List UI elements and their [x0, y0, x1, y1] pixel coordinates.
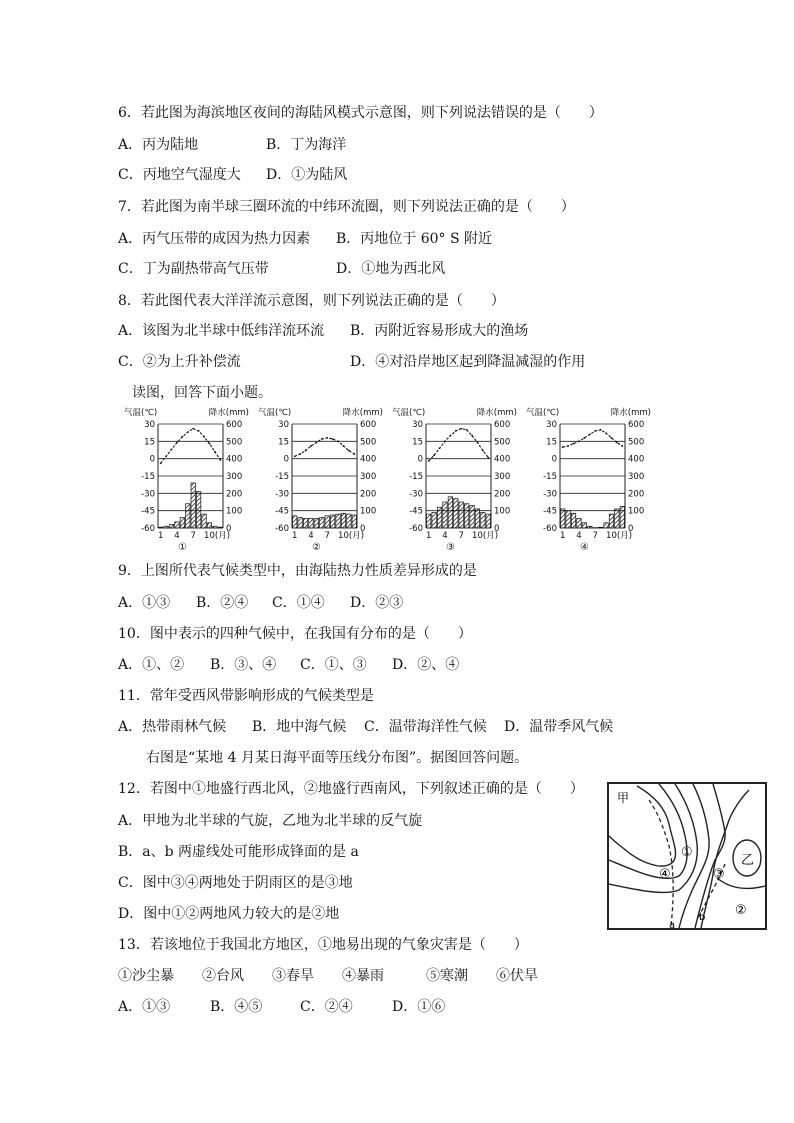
temperature-point — [594, 430, 596, 432]
precip-tick-label: 400 — [628, 454, 645, 465]
temp-tick-label: -60 — [275, 524, 289, 534]
precip-tick-label: 0 — [226, 524, 232, 534]
isobar-line-5 — [695, 784, 725, 928]
temp-tick-label: -30 — [141, 489, 155, 500]
precip-tick-label: 600 — [494, 420, 511, 430]
temperature-point — [332, 438, 334, 440]
precip-bar — [347, 514, 351, 528]
precip-bar — [169, 525, 173, 528]
precip-bar — [164, 526, 168, 528]
precip-bar — [454, 499, 458, 528]
q13-items: ①沙尘暴 ②台风 ③春旱 ④暴雨 ⑤寒潮 ⑥伏旱 — [118, 968, 538, 984]
month-tick-label: 1 — [157, 531, 164, 541]
precip-tick-label: 100 — [360, 506, 377, 517]
month-tick-label: 4 — [576, 531, 582, 541]
month-tick-label: 1 — [559, 531, 566, 541]
temp-tick-label: -15 — [409, 472, 423, 482]
temperature-point — [214, 451, 216, 453]
precip-tick-label: 200 — [628, 489, 645, 500]
temp-tick-label: 15 — [412, 437, 423, 448]
temperature-point — [621, 445, 623, 447]
month-tick-label: 7 — [458, 531, 464, 541]
precip-bar — [341, 513, 345, 528]
temp-tick-label: -15 — [275, 472, 289, 482]
precip-bar — [298, 518, 302, 528]
precip-tick-label: 300 — [628, 472, 645, 482]
precip-tick-label: 0 — [360, 524, 366, 534]
q10-option-c[interactable]: C．①、③ — [300, 657, 367, 673]
temp-axis-title: 气温(℃) — [526, 408, 560, 418]
temperature-point — [573, 443, 575, 445]
precip-bar — [191, 483, 195, 528]
precip-bar — [604, 523, 608, 528]
month-tick-label: 7 — [592, 531, 598, 541]
precip-tick-label: 200 — [226, 489, 243, 500]
temperature-point — [171, 449, 173, 451]
q9-option-d[interactable]: D．②③ — [350, 595, 404, 611]
q13-option-c[interactable]: C．②④ — [300, 999, 353, 1015]
map-intro: 右图是“某地 4 月某日海平面等压线分布图”。据图回答问题。 — [146, 750, 529, 766]
temperature-point — [439, 447, 441, 449]
precip-axis-title: 降水(mm) — [208, 408, 249, 418]
temperature-point — [600, 429, 602, 431]
precip-bar — [566, 511, 570, 528]
temperature-point — [444, 440, 446, 442]
q10-option-a[interactable]: A．①、② — [118, 657, 185, 673]
q12-option-a[interactable]: A．甲地为北半球的气旋，乙地为北半球的反气旋 — [118, 813, 423, 829]
month-tick-label: 4 — [308, 531, 314, 541]
q6-option-a[interactable]: A．丙为陆地 — [118, 137, 199, 153]
temperature-point — [353, 453, 355, 455]
precip-bar — [620, 506, 624, 528]
temperature-point — [321, 438, 323, 440]
precip-bar — [314, 518, 318, 528]
temperature-point — [433, 454, 435, 456]
precip-axis-title: 降水(mm) — [610, 408, 651, 418]
precip-bar — [180, 518, 184, 528]
precip-tick-label: 400 — [494, 454, 511, 465]
temperature-point — [583, 437, 585, 439]
temp-tick-label: 30 — [412, 420, 423, 430]
label-jia: 甲 — [617, 791, 630, 805]
q12-option-b[interactable]: B．a、b 两虚线处可能形成锋面的是 a — [118, 844, 359, 860]
precip-bar — [309, 518, 313, 528]
chart-label: ③ — [446, 542, 455, 553]
temperature-point — [605, 432, 607, 434]
temp-tick-label: 0 — [417, 454, 423, 465]
precip-bar — [588, 526, 592, 528]
precip-tick-label: 200 — [360, 489, 377, 500]
temp-tick-label: 0 — [283, 454, 289, 465]
temperature-point — [578, 440, 580, 442]
precip-tick-label: 100 — [628, 506, 645, 517]
precip-bar — [486, 514, 490, 528]
precip-bar — [202, 514, 206, 528]
temperature-point — [181, 436, 183, 438]
temp-tick-label: 0 — [149, 454, 155, 465]
q10-option-b[interactable]: B．③、④ — [210, 657, 277, 673]
temp-tick-label: -15 — [141, 472, 155, 482]
precip-tick-label: 0 — [628, 524, 634, 534]
temp-tick-label: 15 — [278, 437, 289, 448]
temperature-point — [219, 459, 221, 461]
isobar-map-svg — [609, 784, 765, 928]
precip-bar — [598, 527, 602, 528]
temp-tick-label: -15 — [543, 472, 557, 482]
temperature-point — [482, 450, 484, 452]
temp-tick-label: -45 — [275, 506, 289, 517]
temperature-point — [460, 428, 462, 430]
temperature-point — [616, 442, 618, 444]
precip-bar — [186, 504, 190, 528]
precip-bar — [320, 518, 324, 528]
q8-stem: 8．若此图代表大洋洋流示意图，则下列说法正确的是（ ） — [118, 293, 505, 309]
temperature-point — [326, 437, 328, 439]
temp-tick-label: 30 — [144, 420, 155, 430]
q7-option-b[interactable]: B．丙地位于 60° S 附近 — [336, 231, 493, 247]
q13-stem: 13．若该地位于我国北方地区，①地易出现的气象灾害是（ ） — [118, 937, 528, 953]
q9-option-c[interactable]: C．①④ — [272, 595, 325, 611]
precip-bar — [582, 523, 586, 528]
temp-tick-label: 15 — [546, 437, 557, 448]
precip-tick-label: 500 — [360, 437, 377, 448]
label-yi: 乙 — [741, 853, 755, 868]
month-tick-label: 4 — [442, 531, 448, 541]
temperature-point — [567, 445, 569, 447]
precip-tick-label: 100 — [226, 506, 243, 517]
temperature-point — [294, 455, 296, 457]
label-front-b: b — [699, 912, 706, 923]
q12-stem: 12．若图中①地盛行西北风，②地盛行西南风，下列叙述正确的是（ ） — [118, 781, 584, 797]
temperature-point — [428, 460, 430, 462]
precip-bar — [303, 518, 307, 528]
precip-bar — [352, 515, 356, 528]
q11-option-d[interactable]: D．温带季风气候 — [504, 719, 614, 735]
temperature-point — [209, 443, 211, 445]
precip-bar — [475, 509, 479, 528]
climate-chart-1 — [124, 404, 249, 554]
front-line-a — [649, 800, 676, 928]
temp-tick-label: -45 — [543, 506, 557, 517]
temperature-point — [176, 442, 178, 444]
temperature-point — [466, 429, 468, 431]
precip-bar — [207, 523, 211, 528]
temp-axis-title: 气温(℃) — [258, 408, 292, 418]
precip-tick-label: 400 — [226, 454, 243, 465]
temperature-line — [295, 438, 355, 457]
q7-option-c[interactable]: C．丁为副热带高气压带 — [118, 261, 269, 277]
month-tick-label: 10 — [472, 531, 483, 541]
q6-option-b[interactable]: B．丁为海洋 — [266, 137, 347, 153]
month-unit-label: (月) — [616, 531, 633, 541]
temp-tick-label: -30 — [409, 489, 423, 500]
temperature-point — [198, 430, 200, 432]
temperature-point — [299, 453, 301, 455]
q7-option-d[interactable]: D．①地为西北风 — [336, 261, 446, 277]
month-tick-label: 4 — [174, 531, 180, 541]
q11-stem: 11．常年受西风带影响形成的气候类型是 — [118, 688, 374, 704]
temperature-line — [161, 429, 221, 464]
chart-label: ① — [178, 542, 187, 553]
precip-tick-label: 200 — [494, 489, 511, 500]
climate-intro: 读图，回答下面小题。 — [132, 385, 272, 401]
temperature-point — [315, 442, 317, 444]
temperature-point — [471, 435, 473, 437]
precip-bar — [330, 515, 334, 528]
temperature-line — [429, 429, 489, 461]
precip-tick-label: 300 — [494, 472, 511, 482]
temperature-point — [203, 436, 205, 438]
precip-bar — [325, 516, 329, 528]
temperature-point — [562, 446, 564, 448]
q11-option-b[interactable]: B．地中海气候 — [252, 719, 347, 735]
month-tick-label: 10 — [204, 531, 215, 541]
temp-tick-label: 30 — [278, 420, 289, 430]
q9-option-a[interactable]: A．①③ — [118, 595, 171, 611]
temp-tick-label: 0 — [551, 454, 557, 465]
precip-bar — [427, 514, 431, 528]
precip-tick-label: 600 — [628, 420, 645, 430]
temperature-point — [487, 457, 489, 459]
precip-axis-title: 降水(mm) — [342, 408, 383, 418]
q6-stem: 6．若此图为海滨地区夜间的海陆风模式示意图，则下列说法错误的是（ ） — [118, 105, 603, 121]
label-front-a: a — [669, 920, 676, 928]
climate-chart-4 — [526, 404, 651, 554]
precip-bar — [437, 507, 441, 528]
label-point-4: ④ — [659, 867, 671, 882]
precip-bar — [459, 502, 463, 528]
month-tick-label: 1 — [425, 531, 432, 541]
precip-tick-label: 500 — [226, 437, 243, 448]
q8-option-a[interactable]: A．该图为北半球中低纬洋流环流 — [118, 323, 325, 339]
q13-option-d[interactable]: D．①⑥ — [392, 999, 446, 1015]
precip-tick-label: 600 — [226, 420, 243, 430]
q6-option-d[interactable]: D．①为陆风 — [266, 167, 348, 183]
q10-stem: 10．图中表示的四种气候中，在我国有分布的是（ ） — [118, 626, 472, 642]
temp-tick-label: 15 — [144, 437, 155, 448]
month-tick-label: 10 — [606, 531, 617, 541]
q8-option-b[interactable]: B．丙附近容易形成大的渔场 — [350, 323, 529, 339]
climate-chart-2 — [258, 404, 383, 554]
precip-tick-label: 300 — [360, 472, 377, 482]
temp-tick-label: -45 — [141, 506, 155, 517]
temperature-point — [348, 450, 350, 452]
q11-option-c[interactable]: C．温带海洋性气候 — [364, 719, 487, 735]
q9-stem: 9．上图所代表气候类型中，由海陆热力性质差异形成的是 — [118, 563, 477, 579]
q8-option-d[interactable]: D．④对沿岸地区起到降温减湿的作用 — [350, 354, 586, 370]
temperature-point — [343, 445, 345, 447]
month-tick-label: 7 — [190, 531, 196, 541]
precip-bar — [470, 505, 474, 528]
q13-option-a[interactable]: A．①③ — [118, 999, 171, 1015]
temperature-point — [192, 428, 194, 430]
precip-tick-label: 100 — [494, 506, 511, 517]
temperature-point — [160, 462, 162, 464]
precip-bar — [218, 527, 222, 528]
temp-tick-label: -45 — [409, 506, 423, 517]
precip-bar — [577, 518, 581, 528]
temperature-point — [187, 431, 189, 433]
precip-tick-label: 500 — [494, 437, 511, 448]
q11-option-a[interactable]: A．热带雨林气候 — [118, 719, 227, 735]
temp-tick-label: -60 — [409, 524, 423, 534]
q6-option-c[interactable]: C．丙地空气湿度大 — [118, 167, 241, 183]
temp-axis-title: 气温(℃) — [124, 408, 158, 418]
month-unit-label: (月) — [482, 531, 499, 541]
precip-bar — [571, 513, 575, 528]
precip-bar — [609, 514, 613, 528]
temp-tick-label: -30 — [275, 489, 289, 500]
q12-option-d[interactable]: D．图中①②两地风力较大的是②地 — [118, 906, 340, 922]
precip-bar — [464, 504, 468, 528]
precip-bar — [175, 522, 179, 528]
temperature-point — [165, 455, 167, 457]
temperature-point — [310, 445, 312, 447]
precip-bar — [159, 527, 163, 528]
q8-option-c[interactable]: C．②为上升补偿流 — [118, 354, 241, 370]
precip-tick-label: 500 — [628, 437, 645, 448]
month-unit-label: (月) — [214, 531, 231, 541]
q9-option-b[interactable]: B．②④ — [196, 595, 249, 611]
isobar-map — [607, 782, 767, 930]
precip-tick-label: 600 — [360, 420, 377, 430]
month-tick-label: 10 — [338, 531, 349, 541]
precip-bar — [481, 512, 485, 528]
label-point-1: ① — [681, 845, 693, 860]
q13-option-b[interactable]: B．④⑤ — [210, 999, 263, 1015]
q7-option-a[interactable]: A．丙气压带的成因为热力因素 — [118, 231, 311, 247]
month-tick-label: 7 — [324, 531, 330, 541]
precip-axis-title: 降水(mm) — [476, 408, 517, 418]
precip-bar — [432, 512, 436, 528]
precip-bar — [448, 497, 452, 528]
precip-bar — [443, 502, 447, 528]
q10-option-d[interactable]: D．②、④ — [392, 657, 460, 673]
precip-bar — [336, 514, 340, 528]
precip-bar — [615, 509, 619, 528]
month-tick-label: 1 — [291, 531, 298, 541]
label-point-3: ③ — [713, 867, 725, 882]
temp-tick-label: -30 — [543, 489, 557, 500]
climate-chart-3 — [392, 404, 517, 554]
temperature-point — [611, 437, 613, 439]
temp-tick-label: -60 — [543, 524, 557, 534]
temperature-point — [337, 440, 339, 442]
q12-option-c[interactable]: C．图中③④两地处于阴雨区的是③地 — [118, 875, 353, 891]
q7-stem: 7．若此图为南半球三圈环流的中纬环流圈，则下列说法正确的是（ ） — [118, 199, 575, 215]
precip-tick-label: 400 — [360, 454, 377, 465]
temperature-point — [455, 430, 457, 432]
temperature-point — [589, 434, 591, 436]
temp-tick-label: 30 — [546, 420, 557, 430]
temperature-point — [449, 435, 451, 437]
temperature-line — [563, 430, 623, 447]
temp-tick-label: -60 — [141, 524, 155, 534]
label-point-2: ② — [735, 903, 747, 918]
chart-label: ② — [312, 542, 321, 553]
precip-bar — [293, 516, 297, 528]
precip-tick-label: 300 — [226, 472, 243, 482]
temp-axis-title: 气温(℃) — [392, 408, 426, 418]
temperature-point — [305, 450, 307, 452]
precip-bar — [561, 509, 565, 528]
precip-bar — [213, 526, 217, 528]
precip-bar — [196, 492, 200, 528]
chart-label: ④ — [580, 542, 589, 553]
precip-tick-label: 0 — [494, 524, 500, 534]
temperature-point — [477, 442, 479, 444]
month-unit-label: (月) — [348, 531, 365, 541]
